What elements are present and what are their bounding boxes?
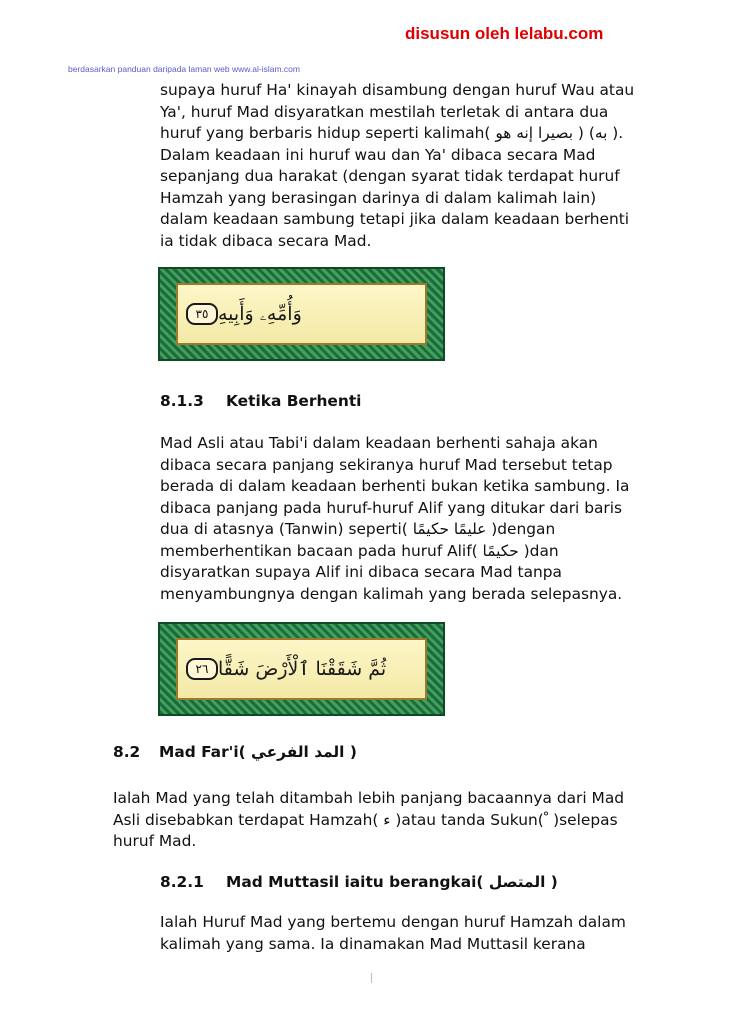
header-source: berdasarkan panduan daripada laman web www.al-islam.com: [68, 64, 300, 74]
text-line: Hamzah yang berasingan darinya di dalam kalimah lain): [160, 188, 597, 207]
text-line: memberhentikan bacaan pada huruf Alif( حكيمًا )dan: [160, 541, 559, 560]
verse-panel: [176, 283, 427, 345]
text-line: dibaca secara panjang sekiranya huruf Mad tersebut tetap: [160, 455, 613, 474]
text-line: disyaratkan supaya Alif ini dibaca secara Mad tanpa: [160, 563, 562, 581]
intro-paragraph: [160, 80, 634, 252]
section-number: 8.2.1: [160, 873, 204, 891]
text-line: Asli disebabkan terdapat Hamzah( ء )atau tanda Sukun( ْ )selepas: [113, 810, 618, 829]
section-8-1-3-paragraph: [160, 433, 629, 605]
ayah-number-marker: ٣٥: [186, 303, 218, 325]
section-heading-8-2: [113, 743, 357, 761]
verse-image-2: [158, 622, 445, 716]
section-number: 8.2: [113, 743, 141, 761]
text-line: supaya huruf Ha' kinayah disambung dengan huruf Wau atau: [160, 81, 635, 99]
text-line: Mad Asli atau Tabi'i dalam keadaan berhenti sahaja akan: [160, 434, 598, 452]
text-line: dalam keadaan sambung tetapi jika dalam keadaan berhenti: [160, 210, 630, 228]
text-line: Ya', huruf Mad disyaratkan mestilah terletak di antara dua: [160, 102, 609, 121]
text-line: kalimah yang sama. Ia dinamakan Mad Muttasil kerana: [160, 934, 586, 953]
text-line: berada di dalam keadaan berhenti bukan ketika sambung. Ia: [160, 477, 630, 495]
verse-panel: [176, 638, 427, 700]
ayah-number-marker: ٢٦: [186, 658, 218, 680]
text-line: ia tidak dibaca secara Mad.: [160, 231, 372, 250]
text-line: dua di atasnya (Tanwin) seperti( عليمًا حكيمًا )dengan: [160, 520, 556, 538]
text-line: dibaca panjang pada huruf-huruf Alif yang ditukar dari baris: [160, 498, 623, 517]
page-mark: [371, 973, 372, 983]
text-line: huruf yang berbaris hidup seperti kalimah( بصيرا إنه هو ) (به ).: [160, 124, 624, 142]
text-line: huruf Mad.: [113, 832, 197, 850]
text-line: Dalam keadaan ini huruf wau dan Ya' dibaca secara Mad: [160, 145, 596, 164]
text-line: sepanjang dua harakat (dengan syarat tidak terdapat huruf: [160, 167, 620, 185]
verse-text: وَأُمِّهِۦ وَأَبِيهِ: [218, 303, 302, 325]
verse-image-1: [158, 267, 445, 361]
text-line: Ialah Mad yang telah ditambah lebih panjang bacaannya dari Mad: [113, 789, 625, 807]
section-8-2-1-paragraph: [160, 912, 626, 955]
text-line: menyambungnya dengan kalimah yang berada selepasnya.: [160, 584, 623, 603]
text-line: Ialah Huruf Mad yang bertemu dengan huruf Hamzah dalam: [160, 913, 626, 931]
section-heading-8-2-1: [160, 873, 558, 891]
section-title: Ketika Berhenti: [226, 392, 362, 410]
verse-text: ثُمَّ شَقَقْنَا ٱلْأَرْضَ شَقًّا: [218, 658, 387, 680]
section-heading-8-1-3: [160, 392, 361, 410]
section-title: Mad Muttasil iaitu berangkai( المتصل ): [226, 873, 558, 891]
section-number: 8.1.3: [160, 392, 204, 410]
header-credit: disusun oleh lelabu.com: [405, 24, 604, 43]
section-title: Mad Far'i( المد الفرعي ): [159, 743, 357, 761]
section-8-2-paragraph: [113, 788, 624, 853]
